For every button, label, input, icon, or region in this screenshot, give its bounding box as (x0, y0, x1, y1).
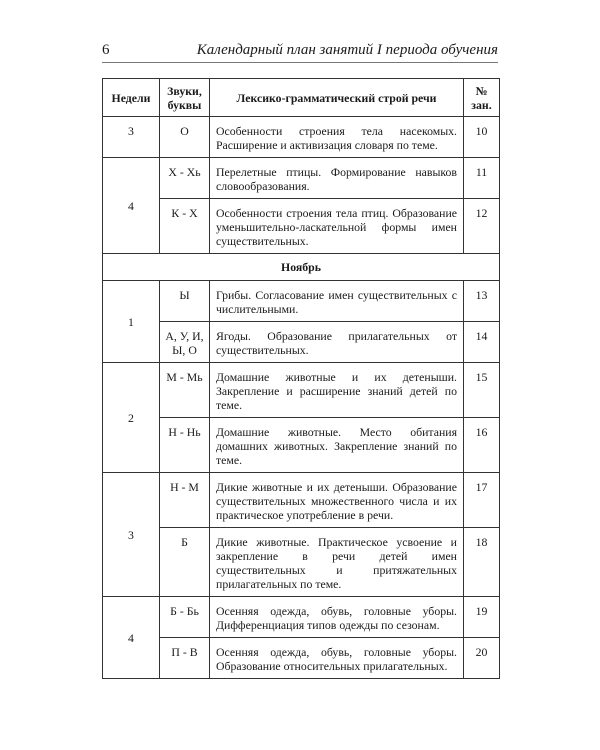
month-label: Ноябрь (103, 254, 500, 281)
column-header-weeks: Недели (103, 79, 160, 117)
lesson-number-cell: 16 (464, 418, 500, 473)
table-row (103, 528, 500, 597)
table-row (103, 117, 500, 158)
topic-cell: Дикие животные. Практическое усвоение и закрепление в речи детей имен существительных и притяжательных прилагательных по теме. (210, 528, 464, 597)
page-header (102, 40, 498, 63)
column-header-number: № зан. (464, 79, 500, 117)
lesson-number-cell: 14 (464, 322, 500, 363)
sound-cell: Н - М (160, 473, 210, 528)
lesson-number-cell: 17 (464, 473, 500, 528)
table-header-row (103, 79, 500, 117)
sound-cell: Н - Нь (160, 418, 210, 473)
column-header-sounds: Звуки, буквы (160, 79, 210, 117)
lesson-plan-table (102, 78, 500, 679)
sound-cell: О (160, 117, 210, 158)
topic-cell: Осенняя одежда, обувь, головные уборы. Дифференциация типов одежды по сезонам. (210, 597, 464, 638)
page-number: 6 (102, 42, 110, 58)
week-cell: 1 (103, 281, 160, 363)
running-title: Календарный план занятий I периода обучения (196, 42, 498, 58)
week-cell: 3 (103, 473, 160, 597)
table-row (103, 281, 500, 322)
topic-cell: Домашние животные и их детеныши. Закрепление и расширение знаний детей по теме. (210, 363, 464, 418)
topic-cell: Перелетные птицы. Формирование навыков словообразования. (210, 158, 464, 199)
sound-cell: Б - Бь (160, 597, 210, 638)
week-cell: 4 (103, 158, 160, 254)
lesson-number-cell: 19 (464, 597, 500, 638)
lesson-number-cell: 10 (464, 117, 500, 158)
week-cell: 2 (103, 363, 160, 473)
week-cell: 4 (103, 597, 160, 679)
sound-cell: А, У, И, Ы, О (160, 322, 210, 363)
sound-cell: К - Х (160, 199, 210, 254)
table-row (103, 199, 500, 254)
lesson-number-cell: 18 (464, 528, 500, 597)
topic-cell: Домашние животные. Место обитания домашних животных. Закрепление знаний по теме. (210, 418, 464, 473)
lesson-number-cell: 12 (464, 199, 500, 254)
table-row (103, 418, 500, 473)
topic-cell: Особенности строения тела птиц. Образование уменьшительно-ласкательной формы имен существительных. (210, 199, 464, 254)
sound-cell: Ы (160, 281, 210, 322)
table-row (103, 363, 500, 418)
table-row (103, 638, 500, 679)
lesson-number-cell: 13 (464, 281, 500, 322)
table-row (103, 322, 500, 363)
topic-cell: Особенности строения тела насекомых. Расширение и активизация словаря по теме. (210, 117, 464, 158)
sound-cell: М - Мь (160, 363, 210, 418)
week-cell: 3 (103, 117, 160, 158)
column-header-topic: Лексико-грамматический строй речи (210, 79, 464, 117)
month-divider-row (103, 254, 500, 281)
table-row (103, 158, 500, 199)
topic-cell: Осенняя одежда, обувь, головные уборы. Образование относительных прилагательных. (210, 638, 464, 679)
sound-cell: Х - Хь (160, 158, 210, 199)
lesson-number-cell: 11 (464, 158, 500, 199)
sound-cell: П - В (160, 638, 210, 679)
topic-cell: Дикие животные и их детеныши. Образование существительных множественного числа и их практическое употребление в речи. (210, 473, 464, 528)
topic-cell: Грибы. Согласование имен существительных с числительными. (210, 281, 464, 322)
topic-cell: Ягоды. Образование прилагательных от существительных. (210, 322, 464, 363)
table-row (103, 597, 500, 638)
lesson-number-cell: 15 (464, 363, 500, 418)
lesson-number-cell: 20 (464, 638, 500, 679)
table-row (103, 473, 500, 528)
sound-cell: Б (160, 528, 210, 597)
